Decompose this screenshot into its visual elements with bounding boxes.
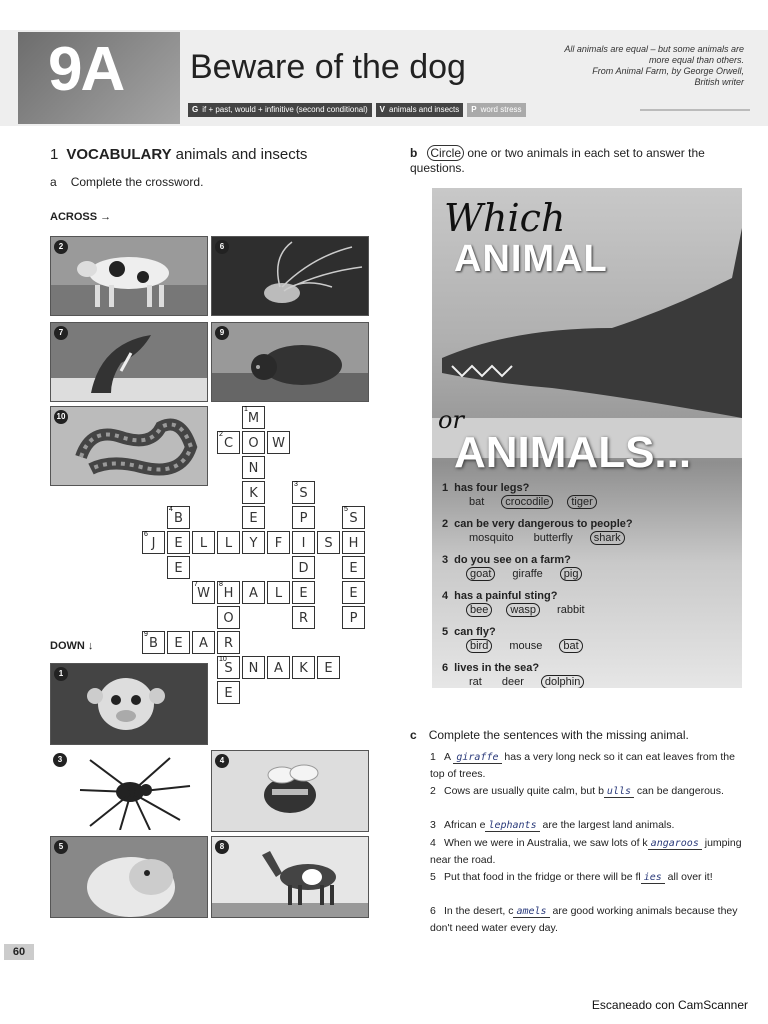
crossword-letter: W <box>197 586 210 601</box>
crossword-letter: B <box>174 511 183 526</box>
sentence-text: are good working animals because they don't need water every day. <box>430 905 738 934</box>
part-c-instruction: c Complete the sentences with the missing animal. <box>410 728 689 742</box>
clue-number: 7 <box>194 581 198 588</box>
question-text <box>442 662 734 674</box>
sentence-text: all over it! <box>664 871 713 883</box>
crossword-cell[interactable] <box>142 531 165 554</box>
option-circled[interactable]: bee <box>466 603 492 617</box>
crossword-letter: E <box>174 536 183 551</box>
photo-horse <box>211 836 369 918</box>
across-label: ACROSS → <box>50 211 112 223</box>
crossword-letter: S <box>324 536 333 551</box>
quiz-heading-which: Which <box>444 196 566 240</box>
option-circled[interactable]: tiger <box>567 495 596 509</box>
photo-bear <box>211 322 369 402</box>
crossword-cell[interactable] <box>317 531 340 554</box>
crossword-letter: E <box>349 561 358 576</box>
sentence-text: can be dangerous. <box>634 785 724 797</box>
crossword-cell[interactable] <box>242 481 265 504</box>
photo-spider <box>50 750 206 830</box>
clue-number: 2 <box>219 431 223 438</box>
crossword-letter: R <box>298 611 309 626</box>
crossword-cell[interactable] <box>217 631 240 654</box>
photo-number: 4 <box>215 754 229 768</box>
part-a-instruction: a Complete the crossword. <box>50 175 204 189</box>
question-number: 2 <box>442 518 449 530</box>
question-number: 5 <box>442 626 449 638</box>
question-number: 1 <box>442 482 449 494</box>
answer-options <box>466 675 734 688</box>
quote-source: From Animal Farm, by George Orwell, <box>592 66 744 76</box>
crossword-cell[interactable] <box>317 656 340 679</box>
option[interactable]: mouse <box>509 640 543 652</box>
option[interactable]: deer <box>501 676 524 688</box>
unit-number: 9A <box>48 35 124 104</box>
option-circled[interactable]: crocodile <box>501 495 553 509</box>
option[interactable]: rabbit <box>557 604 585 616</box>
sentence-item <box>430 817 750 834</box>
sentence-text: Put that food in the fridge or there will be fl <box>444 871 641 883</box>
sentence-number: 3 <box>430 819 436 831</box>
photo-number: 2 <box>54 240 68 254</box>
crossword-cell[interactable] <box>292 481 315 504</box>
crossword-letter: K <box>249 486 258 501</box>
monkey-image <box>51 664 207 744</box>
question-text <box>442 626 734 638</box>
exercise-title: 1 VOCABULARY animals and insects <box>50 146 308 163</box>
crossword-letter: L <box>274 586 283 601</box>
crossword-cell[interactable] <box>242 656 265 679</box>
sentence-text: African e <box>444 819 486 831</box>
horse-image <box>212 837 368 917</box>
crossword-letter: R <box>223 636 234 651</box>
crossword-cell[interactable] <box>242 406 265 429</box>
option-circled[interactable]: bird <box>466 639 492 653</box>
option[interactable]: mosquito <box>469 532 514 544</box>
question-text <box>442 590 734 602</box>
option[interactable]: butterfly <box>533 532 573 544</box>
crossword-cell[interactable] <box>292 606 315 629</box>
photo-cow <box>50 236 208 316</box>
crossword-cell[interactable] <box>267 581 290 604</box>
crossword-cell[interactable] <box>192 631 215 654</box>
answer-options <box>466 603 734 617</box>
sentence-text: jumping near the road. <box>430 837 742 866</box>
option[interactable]: rat <box>469 676 482 688</box>
crossword-cell[interactable] <box>242 531 265 554</box>
crossword-letter: E <box>249 511 258 526</box>
quiz-heading-animal: ANIMAL <box>454 238 608 280</box>
question-label: can fly? <box>454 626 496 638</box>
crossword-letter: B <box>149 636 158 651</box>
crossword-cell[interactable] <box>342 556 365 579</box>
crossword-cell[interactable] <box>242 456 265 479</box>
sentence-item <box>430 783 750 800</box>
crossword-letter: S <box>299 486 308 501</box>
clue-number: 8 <box>219 581 223 588</box>
answer-options <box>466 639 734 653</box>
bee-image <box>212 751 368 831</box>
crossword-letter: E <box>349 586 358 601</box>
crossword-cell[interactable] <box>292 506 315 529</box>
answer-options <box>466 495 734 509</box>
crossword-letter: E <box>224 686 233 701</box>
crossword-letter: E <box>324 661 333 676</box>
quote-author: British writer <box>694 77 744 87</box>
answer-field[interactable]: giraffe <box>453 752 501 764</box>
jellyfish-image <box>212 237 368 315</box>
crossword-cell[interactable] <box>142 631 165 654</box>
option-circled[interactable]: pig <box>560 567 583 581</box>
crossword-cell[interactable] <box>242 581 265 604</box>
quiz-question <box>442 662 734 688</box>
crossword-cell[interactable] <box>167 556 190 579</box>
question-label: has a painful sting? <box>454 590 558 602</box>
option-circled[interactable]: wasp <box>506 603 540 617</box>
epigraph-quote <box>544 44 744 88</box>
question-number: 6 <box>442 662 449 674</box>
sentence-text: has a very long neck so it can eat leaves from the top of trees. <box>430 751 735 780</box>
crossword-cell[interactable] <box>217 531 240 554</box>
spider-image <box>50 750 206 830</box>
sentence-number: 4 <box>430 837 436 849</box>
crossword-cell[interactable] <box>342 506 365 529</box>
crossword-cell[interactable] <box>192 531 215 554</box>
crossword-letter: J <box>151 536 156 551</box>
quiz-heading-or: or <box>438 406 464 434</box>
crossword-letter: F <box>274 536 283 551</box>
clue-number: 10 <box>219 656 227 663</box>
crossword-cell[interactable] <box>217 656 240 679</box>
crossword-letter: M <box>247 411 260 426</box>
crossword-letter: L <box>224 536 233 551</box>
crossword-cell[interactable] <box>292 531 315 554</box>
crossword-letter: K <box>299 661 308 676</box>
quiz-question <box>442 554 734 581</box>
sheep-image <box>51 837 207 917</box>
sentence-text: A <box>444 751 454 763</box>
photo-number: 1 <box>54 667 68 681</box>
sentence-item <box>430 835 750 868</box>
crossword-letter: E <box>174 561 183 576</box>
sentence-text: When we were in Australia, we saw lots of k <box>444 837 648 849</box>
question-number: 3 <box>442 554 449 566</box>
quote-text: All animals are equal – but some animals are more equal than others. <box>564 44 744 65</box>
option-circled[interactable]: dolphin <box>541 675 584 688</box>
question-label: has four legs? <box>454 482 530 494</box>
tag-vocabulary: V animals and insects <box>376 103 464 117</box>
question-label: lives in the sea? <box>454 662 540 674</box>
crossword-letter: P <box>299 511 308 526</box>
option-circled[interactable]: shark <box>590 531 625 545</box>
option[interactable]: bat <box>469 496 485 508</box>
crossword-letter: L <box>199 536 208 551</box>
page-number: 60 <box>4 944 34 960</box>
part-b-instruction: b Circle one or two animals in each set to answer the questions. <box>410 146 705 175</box>
crossword-letter: O <box>223 611 234 626</box>
crossword-cell[interactable] <box>292 581 315 604</box>
quiz-heading-animals: ANIMALS... <box>454 428 692 477</box>
question-label: can be very dangerous to people? <box>454 518 633 530</box>
bear-image <box>212 323 368 401</box>
crossword-letter: A <box>274 661 283 676</box>
crossword-cell[interactable] <box>342 606 365 629</box>
question-text <box>442 554 734 566</box>
photo-number: 3 <box>53 753 67 767</box>
crossword-cell[interactable] <box>217 606 240 629</box>
crossword-cell[interactable] <box>217 681 240 704</box>
crossword-letter: H <box>223 586 234 601</box>
clue-number: 9 <box>144 631 148 638</box>
clue-number: 6 <box>144 531 148 538</box>
scanner-watermark: Escaneado con CamScanner <box>591 998 748 1012</box>
sentence-item <box>430 903 750 936</box>
crossword-cell[interactable] <box>192 581 215 604</box>
sentence-text: In the desert, c <box>444 905 514 917</box>
answer-field[interactable]: lephants <box>485 820 539 832</box>
crossword-letter: E <box>174 636 183 651</box>
crossword-letter: P <box>349 611 358 626</box>
photo-number: 6 <box>215 240 229 254</box>
photo-number: 5 <box>54 840 68 854</box>
photo-number: 7 <box>54 326 68 340</box>
question-number: 4 <box>442 590 449 602</box>
crossword-cell[interactable] <box>267 531 290 554</box>
crossword-cell[interactable] <box>217 581 240 604</box>
page-title: Beware of the dog <box>190 48 466 86</box>
quiz-question <box>442 590 734 617</box>
crossword-cell[interactable] <box>242 431 265 454</box>
question-text <box>442 518 734 530</box>
crossword-cell[interactable] <box>167 631 190 654</box>
crossword-cell[interactable] <box>242 506 265 529</box>
crossword-letter: I <box>301 536 306 551</box>
answer-field[interactable]: angaroos <box>648 838 702 850</box>
sentence-item <box>430 749 750 782</box>
crossword-cell[interactable] <box>292 556 315 579</box>
crossword-cell[interactable] <box>267 656 290 679</box>
crossword-letter: N <box>248 661 259 676</box>
crossword-cell[interactable] <box>267 431 290 454</box>
whale-image <box>51 323 207 401</box>
answer-field[interactable]: ulls <box>604 786 634 798</box>
answer-field[interactable]: ies <box>641 872 665 884</box>
crossword-cell[interactable] <box>342 581 365 604</box>
photo-number: 8 <box>215 840 229 854</box>
quiz-question <box>442 518 734 545</box>
photo-bee <box>211 750 369 832</box>
sentence-number: 1 <box>430 751 436 763</box>
crossword-letter: O <box>248 436 259 451</box>
crossword-cell[interactable] <box>167 506 190 529</box>
crossword-letter: A <box>199 636 208 651</box>
option[interactable]: giraffe <box>512 568 543 580</box>
cow-image <box>51 237 207 315</box>
crossword-letter: S <box>349 511 358 526</box>
crossword-letter: A <box>249 586 258 601</box>
sentence-text: Cows are usually quite calm, but b <box>444 785 604 797</box>
quiz-question <box>442 482 734 509</box>
clue-number: 5 <box>344 506 348 513</box>
crossword-letter: S <box>224 661 233 676</box>
option-circled[interactable]: goat <box>466 567 495 581</box>
tag-grammar: G if + past, would + infinitive (second conditional) <box>188 103 372 117</box>
clue-number: 1 <box>244 406 248 413</box>
answer-field[interactable]: amels <box>513 906 549 918</box>
crossword-cell[interactable] <box>292 656 315 679</box>
quiz-panel <box>432 188 742 688</box>
question-text <box>442 482 734 494</box>
clue-number: 4 <box>169 506 173 513</box>
crossword-letter: E <box>299 586 308 601</box>
crossword-letter: N <box>248 461 259 476</box>
photo-whale <box>50 322 208 402</box>
lesson-tags <box>188 103 526 117</box>
answer-options <box>466 531 734 545</box>
sentence-number: 6 <box>430 905 436 917</box>
divider <box>640 109 750 111</box>
crossword-cell[interactable] <box>217 431 240 454</box>
clue-number: 3 <box>294 481 298 488</box>
crossword-letter: C <box>223 436 234 451</box>
photo-number: 10 <box>54 410 68 424</box>
crossword-letter: H <box>348 536 359 551</box>
tag-pronunciation: P word stress <box>467 103 525 117</box>
option-circled[interactable]: bat <box>559 639 582 653</box>
sentence-number: 2 <box>430 785 436 797</box>
photo-monkey <box>50 663 208 745</box>
crossword-letter: W <box>272 436 285 451</box>
crossword-grid <box>142 406 372 706</box>
sentence-text: are the largest land animals. <box>539 819 675 831</box>
crossword-cell[interactable] <box>167 531 190 554</box>
crossword-letter: Y <box>249 536 258 551</box>
down-label: DOWN ↓ <box>50 640 94 652</box>
answer-options <box>466 567 734 581</box>
photo-number: 9 <box>215 326 229 340</box>
sentence-number: 5 <box>430 871 436 883</box>
photo-jellyfish <box>211 236 369 316</box>
quiz-question <box>442 626 734 653</box>
photo-sheep <box>50 836 208 918</box>
crossword-cell[interactable] <box>342 531 365 554</box>
question-label: do you see on a farm? <box>454 554 571 566</box>
sentence-item <box>430 869 750 886</box>
crossword-letter: D <box>298 561 309 576</box>
